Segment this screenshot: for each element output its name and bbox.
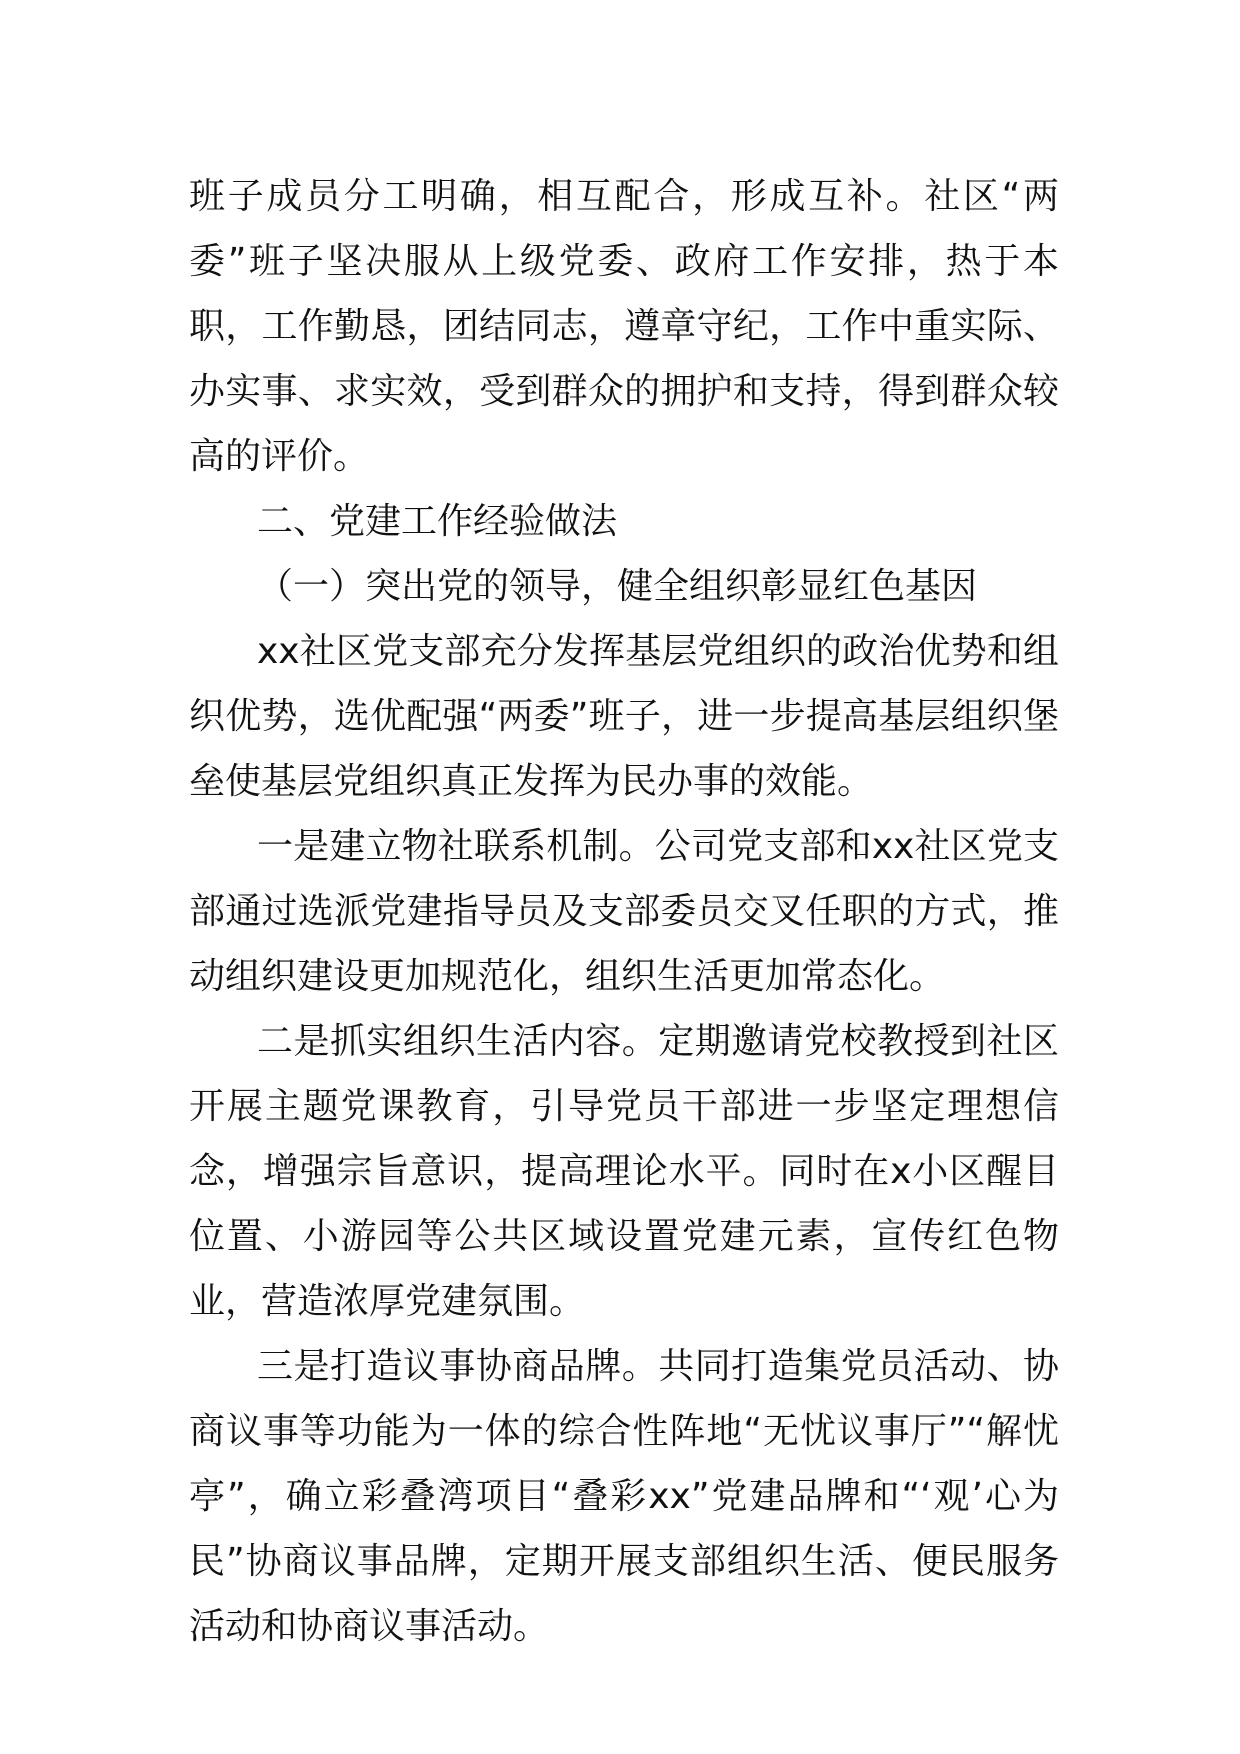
paragraph-team-cooperation: 班子成员分工明确，相互配合，形成互补。社区“两委”班子坚决服从上级党委、政府工作安排，热于本职，工作勤恳，团结同志，遵章守纪，工作中重实际、办实事、求实效，受到群众的拥护和支持，得到群众较高的评价。 <box>189 176 1059 477</box>
section-heading-party-building-experience: 二、党建工作经验做法 <box>257 501 618 542</box>
body-text <box>189 164 1059 1659</box>
subsection-heading-party-leadership: （一）突出党的领导，健全组织彰显红色基因 <box>257 566 978 607</box>
paragraph-consultation-brand: 三是打造议事协商品牌。共同打造集党员活动、协商议事等功能为一体的综合性阵地“无忧议事厅”“解忧亭”，确立彩叠湾项目“叠彩xx”党建品牌和“‘观’心为民”协商议事品牌，定期开展支部组织生活、便民服务活动和协商议事活动。 <box>189 1346 1059 1647</box>
paragraph-liaison-mechanism: 一是建立物社联系机制。公司党支部和xx社区党支部通过选派党建指导员及支部委员交叉任职的方式，推动组织建设更加规范化，组织生活更加常态化。 <box>189 826 1059 997</box>
paragraph-organization-life: 二是抓实组织生活内容。定期邀请党校教授到社区开展主题党课教育，引导党员干部进一步坚定理想信念，增强宗旨意识，提高理论水平。同时在x小区醒目位置、小游园等公共区域设置党建元素，宣传红色物业，营造浓厚党建氛围。 <box>189 1021 1059 1322</box>
paragraph-branch-advantages: xx社区党支部充分发挥基层党组织的政治优势和组织优势，选优配强“两委”班子，进一步提高基层组织堡垒使基层党组织真正发挥为民办事的效能。 <box>189 631 1059 802</box>
